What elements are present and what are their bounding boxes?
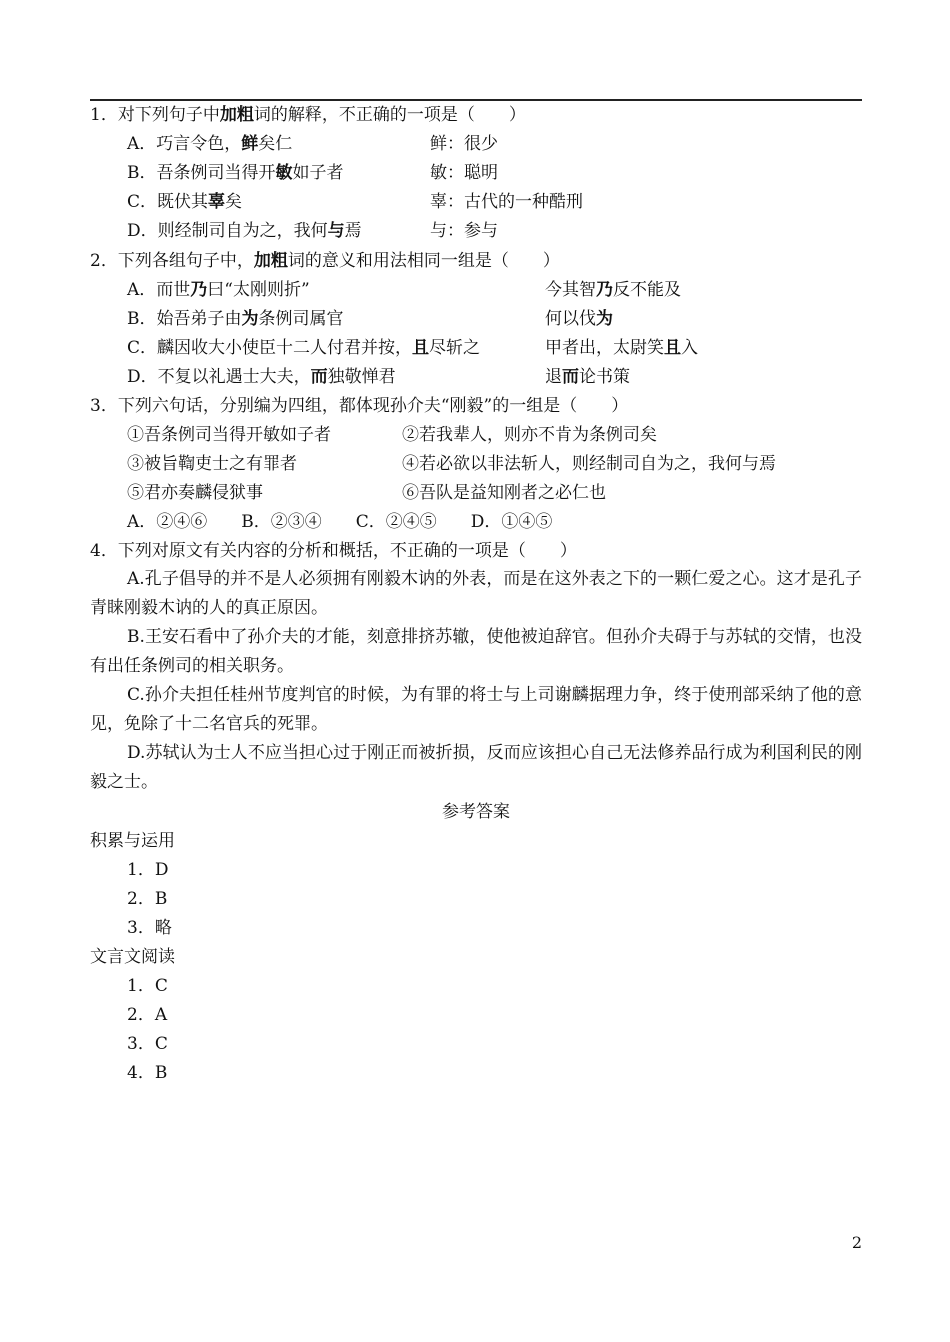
q1-gloss-d: 与：参与: [430, 221, 498, 241]
q2-option-c-first: C．麟因收大小使臣十二人付君并按，且尽斩之: [127, 338, 481, 358]
q2-option-c-second: 甲者出，太尉笑且入: [545, 338, 698, 358]
q2-option-d-second: 退而论书策: [545, 367, 630, 387]
answer-item: 3．略: [127, 918, 172, 938]
q2-option-b-first: B．始吾弟子由为条例司属官: [127, 309, 344, 329]
q2-option-d-first: D．不复以礼遇士大夫，而独敬惮君: [127, 367, 396, 387]
q1-gloss-a: 鲜：很少: [430, 134, 498, 154]
q1-gloss-c: 辜：古代的一种酷刑: [430, 192, 583, 212]
q4-stem: 4．下列对原文有关内容的分析和概括，不正确的一项是（ ）: [90, 541, 577, 561]
q1-gloss-b: 敏：聪明: [430, 163, 498, 183]
answers-section-heading-2: 文言文阅读: [90, 947, 175, 967]
q2-stem: 2．下列各组句子中，加粗词的意义和用法相同一组是（ ）: [90, 251, 560, 271]
q3-item-1: ①吾条例司当得开敏如子者: [127, 425, 331, 445]
q3-choices: A．②④⑥ B．②③④ C．②④⑤ D．①④⑤: [127, 512, 553, 532]
answers-title: 参考答案: [442, 802, 510, 822]
q2-option-a-second: 今其智乃反不能及: [545, 280, 681, 300]
q4-option-a: A.孔子倡导的并不是人必须拥有刚毅木讷的外表，而是在这外表之下的一颗仁爱之心。这才是孔子青睐刚毅木讷的人的真正原因。: [90, 569, 862, 618]
q4-option-d: D.苏轼认为士人不应当担心过于刚正而被折损，反而应该担心自己无法修养品行成为利国利民的刚毅之士。: [90, 743, 862, 792]
q1-stem: 1．对下列句子中加粗词的解释，不正确的一项是（ ）: [90, 105, 526, 125]
answer-item: 2．A: [127, 1005, 168, 1025]
answers-section-heading-1: 积累与运用: [90, 831, 175, 851]
q3-item-2: ②若我辈人，则亦不肯为条例司矣: [402, 425, 657, 445]
q1-option-a: A．巧言令色，鲜矣仁: [127, 134, 293, 154]
q4-option-b: B.王安石看中了孙介夫的才能，刻意排挤苏辙，使他被迫辞官。但孙介夫碍于与苏轼的交情，也没有出任条例司的相关职务。: [90, 627, 862, 676]
page-number: 2: [851, 1233, 862, 1252]
q1-option-c: C．既伏其辜矣: [127, 192, 243, 212]
answer-item: 1．D: [127, 860, 169, 880]
q2-option-a-first: A．而世乃曰“太刚则折”: [127, 280, 310, 300]
q1-option-d: D．则经制司自为之，我何与焉: [127, 221, 362, 241]
q3-stem: 3．下列六句话，分别编为四组，都体现孙介夫“刚毅”的一组是（ ）: [90, 396, 629, 416]
q1-option-b: B．吾条例司当得开敏如子者: [127, 163, 344, 183]
answer-item: 4．B: [127, 1063, 168, 1083]
answer-item: 2．B: [127, 889, 168, 909]
q3-item-6: ⑥吾队是益知刚者之必仁也: [402, 483, 606, 503]
header-rule: [90, 99, 862, 101]
answer-item: 1．C: [127, 976, 168, 996]
q3-item-3: ③被旨鞫吏士之有罪者: [127, 454, 297, 474]
q3-item-4: ④若必欲以非法斩人，则经制司自为之，我何与焉: [402, 454, 776, 474]
answer-item: 3．C: [127, 1034, 168, 1054]
q2-option-b-second: 何以伐为: [545, 309, 613, 329]
q3-item-5: ⑤君亦奏麟侵狱事: [127, 483, 263, 503]
q4-option-c: C.孙介夫担任桂州节度判官的时候，为有罪的将士与上司谢麟据理力争，终于使刑部采纳了他的意见，免除了十二名官兵的死罪。: [90, 685, 862, 734]
